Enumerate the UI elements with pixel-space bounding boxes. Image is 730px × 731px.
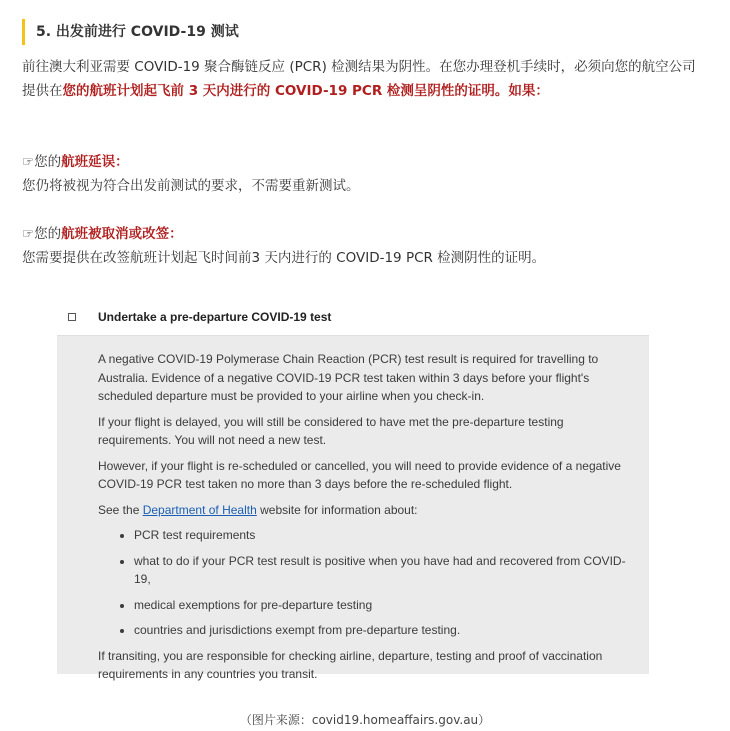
card-paragraph-1: A negative COVID-19 Polymerase Chain Reaction (PCR) test result is required for travelling to Australia. Evidence of a negative COVID-19 PCR test taken within 3 days before your flight's scheduled departure must be provided to your airline when you check-in. [98, 352, 599, 403]
image-caption: （图片来源：covid19.homeaffairs.gov.au） [239, 713, 491, 727]
list-item: • what to do if your PCR test result is positive when you have had and recovered from COVID-19, [134, 552, 627, 589]
intro-paragraph [22, 55, 697, 103]
delayed-label: 航班延误： [61, 154, 129, 170]
card-paragraph-3: However, if your flight is re-scheduled or cancelled, you will need to provide evidence of a negative COVID-19 PCR test taken no more than 3 days before the re-scheduled flight. [98, 458, 621, 491]
delayed-paragraph [22, 150, 697, 198]
pointing-hand-icon: ☞您的 [22, 154, 62, 170]
cancelled-label: 航班被取消或改签： [61, 226, 183, 242]
see-suffix: website for information about: [256, 502, 418, 517]
see-prefix: See the [98, 502, 143, 517]
card-header [57, 299, 649, 335]
intro-text: 前往澳大利亚需要 COVID-19 聚合酶链反应 (PCR) 检测结果为阴性。在您办理登机手续时，必须向您的航空公司提供在 [22, 59, 696, 99]
list-item: • countries and jurisdictions exempt from pre-departure testing. [134, 621, 627, 640]
list-item: • medical exemptions for pre-departure testing [134, 596, 627, 615]
cancelled-paragraph [22, 222, 697, 270]
info-list [98, 526, 627, 640]
delayed-text: 您仍将被视为符合出发前测试的要求，不需要重新测试。 [22, 178, 360, 194]
department-of-health-link[interactable]: Department of Health [142, 502, 257, 517]
list-item: • PCR test requirements [134, 526, 627, 545]
intro-highlight: 您的航班计划起飞前 3 天内进行的 COVID-19 PCR 检测呈阴性的证明。如果： [62, 83, 549, 99]
cancelled-text: 您需要提供在改签航班计划起飞时间前3 天内进行的 COVID-19 PCR 检测阴性的证明。 [22, 250, 546, 266]
card-paragraph-2: If your flight is delayed, you will still be considered to have met the pre-departure testing requirements. You will not need a new test. [98, 414, 564, 447]
card-title: Undertake a pre-departure COVID-19 test [98, 310, 332, 324]
screenshot-card [57, 299, 649, 681]
card-paragraph-4: If transiting, you are responsible for checking airline, departure, testing and proof of vaccination requirements in any countries you transit. [98, 648, 603, 681]
checkbox-icon[interactable] [68, 313, 76, 321]
section-heading: 5. 出发前进行 COVID-19 测试 [22, 19, 239, 45]
card-body [57, 335, 649, 681]
card-see-line [98, 501, 627, 520]
pointing-hand-icon: ☞您的 [22, 226, 62, 242]
